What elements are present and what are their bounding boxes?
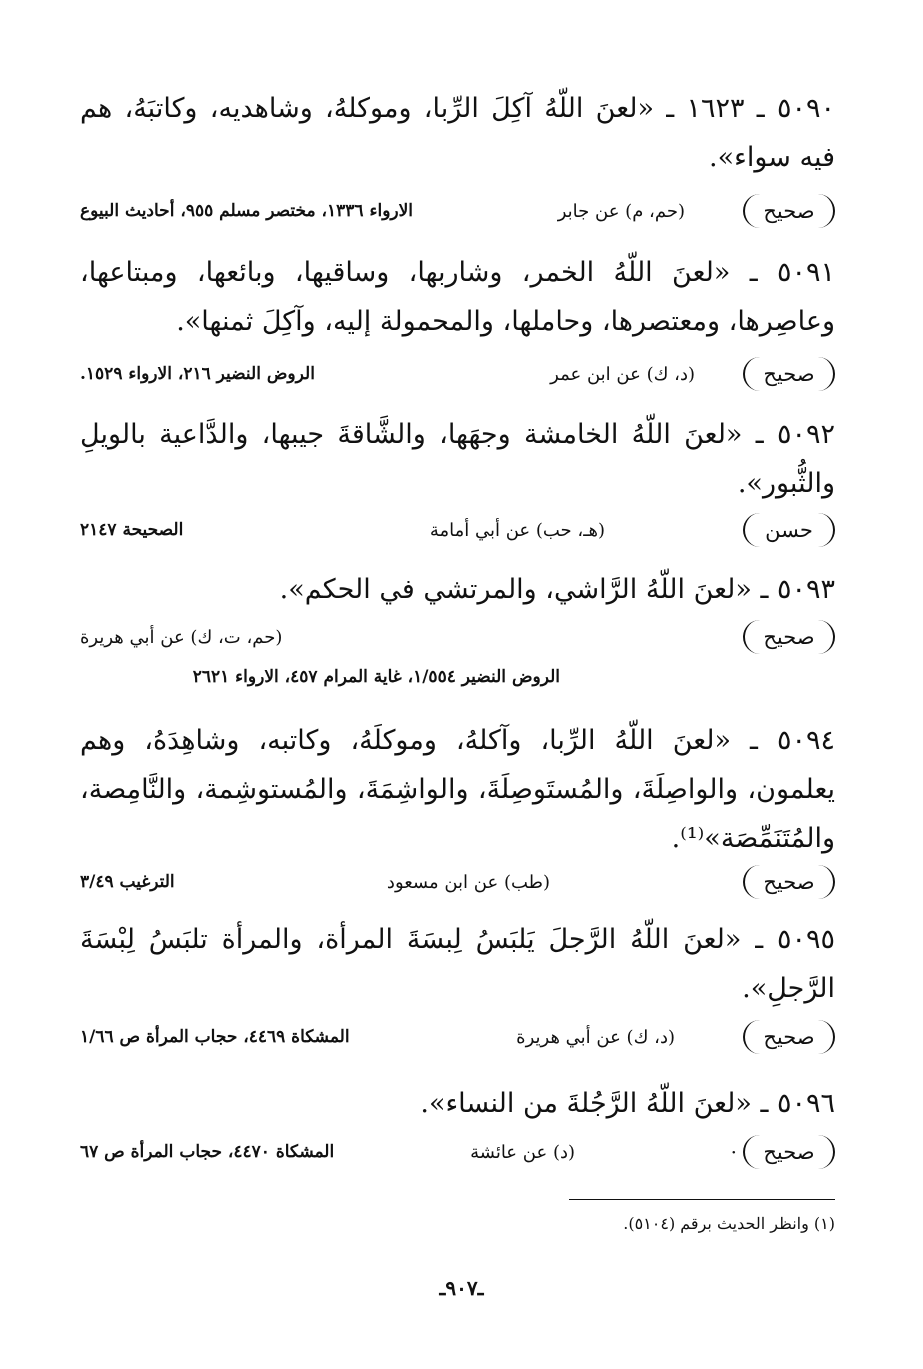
narrator: (طب) عن ابن مسعود: [386, 871, 550, 893]
reference: المشكاة ٤٤٧٠، حجاب المرأة ص ٦٧: [80, 1142, 335, 1162]
narrator: (د) عن عائشة: [470, 1141, 575, 1163]
page-number: ـ٩٠٧ـ: [439, 1276, 484, 1300]
narrator: (هـ، حب) عن أبي أمامة: [429, 519, 605, 541]
reference: المشكاة ٤٤٦٩، حجاب المرأة ص ١/٦٦: [80, 1027, 350, 1047]
reference: الصحيحة ٢١٤٧: [80, 520, 184, 540]
source-line: [80, 615, 835, 659]
grade-badge: صحيح: [743, 1135, 835, 1169]
narrator: (د، ك) عن ابن عمر: [550, 363, 695, 385]
reference: الارواء ١٣٣٦، مختصر مسلم ٩٥٥، أحاديث البيوع: [80, 201, 414, 221]
hadith-text: ٥٠٩٢ ـ «لعنَ اللّهُ الخامشة وجهَها، والشَّاقةَ جيبها، والدَّاعية بالويلِ والثُّبور».: [80, 419, 835, 499]
reference: الروض النضير ١/٥٥٤، غاية المرام ٤٥٧، الارواء ٢٦٢١: [192, 667, 560, 687]
grade-badge: صحيح: [743, 194, 835, 228]
hadith-text: ٥٠٩٦ ـ «لعنَ اللّهُ الرَّجُلةَ من النساء».: [420, 1088, 835, 1119]
hadith-text: ٥٠٩٣ ـ «لعنَ اللّهُ الرَّاشي، والمرتشي في الحكم».: [279, 574, 835, 605]
source-line: [80, 860, 835, 904]
hadith-text: ٥٠٩٤ ـ «لعنَ اللّهُ الرِّبا، وآكلهُ، وموكلَهُ، وكاتبه، وشاهِدَهُ، وهم يعلمون، والواصِلَةَ، والمُستَوصِلَةَ، والواشِمَةَ، والمُستوشِمة، والنَّامِصة، والمُتَنَمِّصَة»⁽¹⁾.: [80, 725, 835, 854]
hadith-text: ٥٠٩١ ـ «لعنَ اللّهُ الخمر، وشاربها، وساقيها، وبائعها، ومبتاعها، وعاصِرها، ومعتصرها، وحاملها، والمحمولة إليه، وآكِلَ ثمنها».: [80, 257, 835, 337]
grade-badge: حسن: [743, 513, 835, 547]
grade-badge: صحيح: [743, 865, 835, 899]
source-line: [80, 189, 835, 233]
narrator: (د، ك) عن أبي هريرة: [516, 1026, 675, 1048]
reference: الروض النضير ٢١٦، الارواء ١٥٢٩.: [80, 364, 315, 384]
source-line: [80, 508, 835, 552]
source-line: [80, 1015, 835, 1059]
narrator: (حم، ت، ك) عن أبي هريرة: [80, 626, 283, 648]
footnote-divider: [569, 1199, 835, 1200]
grade-badge: صحيح: [743, 620, 835, 654]
hadith-text: ٥٠٩٠ ـ ١٦٢٣ ـ «لعنَ اللّهُ آكِلَ الرِّبا، وموكلهُ، وشاهديه، وكاتبَهُ، هم فيه سواء».: [80, 93, 836, 173]
reference: الترغيب ٣/٤٩: [80, 872, 175, 892]
document-page: [80, 0, 835, 1369]
grade-badge: صحيح: [743, 357, 835, 391]
source-line: [80, 1130, 835, 1174]
footnote: (١) وانظر الحديث برقم (٥١٠٤).: [623, 1214, 835, 1233]
grade-badge: صحيح: [743, 1020, 835, 1054]
source-line: [80, 352, 835, 396]
narrator: (حم، م) عن جابر: [557, 200, 685, 222]
dot-mark: ·: [730, 1140, 737, 1164]
hadith-text: ٥٠٩٥ ـ «لعنَ اللّهُ الرَّجلَ يَلبَسُ لِبسَةَ المرأة، والمرأة تلبَسُ لِبْسَةَ الرَّجلِ».: [80, 924, 835, 1004]
